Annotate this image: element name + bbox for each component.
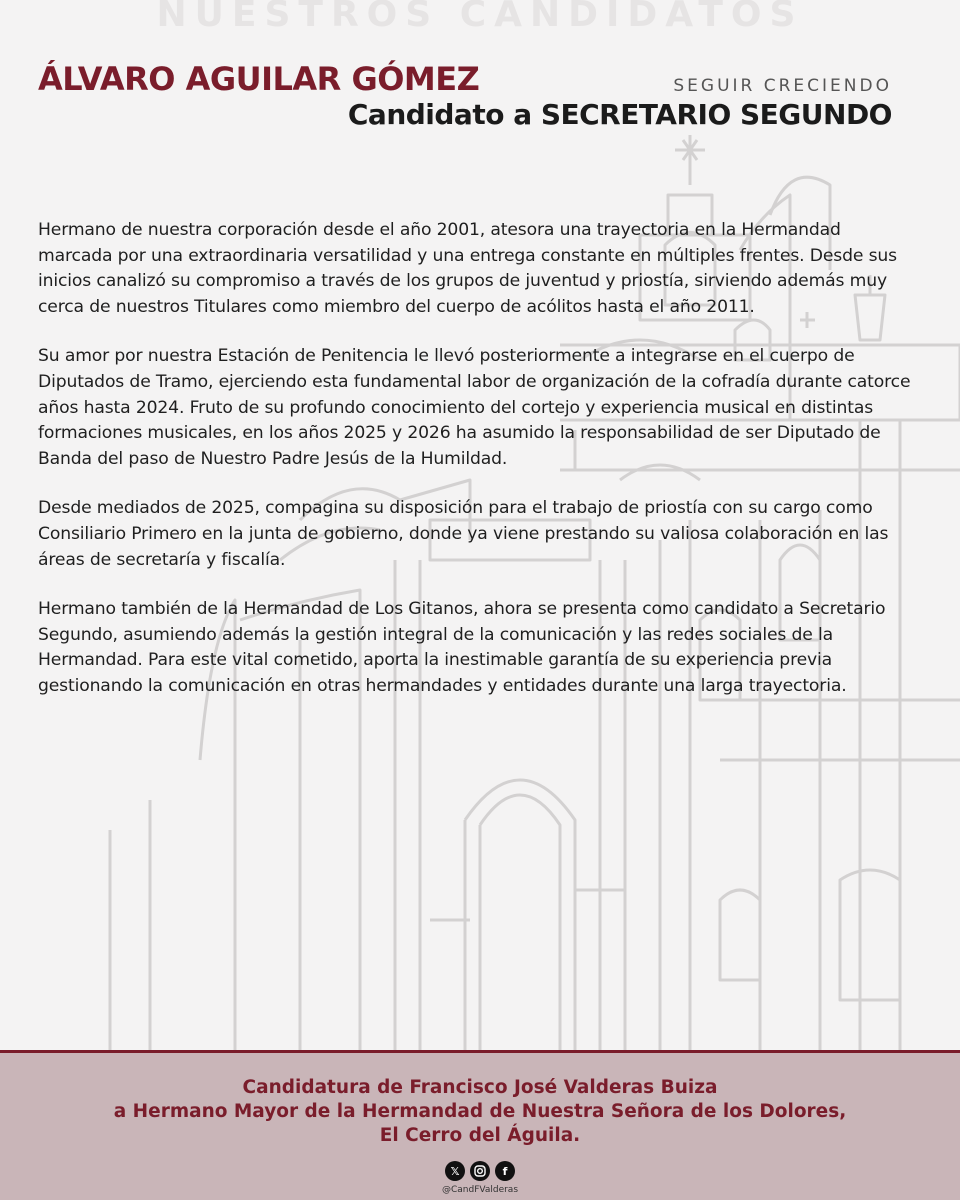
social-handle[interactable]: @CandFValderas bbox=[441, 1185, 519, 1195]
campaign-slogan: SEGUIR CRECIENDO bbox=[673, 76, 892, 96]
candidate-role: Candidato a SECRETARIO SEGUNDO bbox=[347, 98, 892, 131]
social-icons bbox=[0, 1161, 960, 1181]
footer-line: a Hermano Mayor de la Hermandad de Nuestra Señora de los Dolores, bbox=[113, 1101, 847, 1122]
instagram-icon[interactable] bbox=[470, 1161, 490, 1181]
facebook-icon[interactable]: f bbox=[495, 1161, 515, 1181]
candidate-name: ÁLVARO AGUILAR GÓMEZ bbox=[38, 60, 480, 98]
footer-line: Candidatura de Francisco José Valderas Buiza bbox=[242, 1077, 718, 1098]
bio-paragraph: Hermano también de la Hermandad de Los Gitanos, ahora se presenta como candidato a Secretario Segundo, asumiendo además la gestión integral de la comunicación y las redes sociales de la Hermandad. Para este vital cometido, aporta la inestimable garantía de su experiencia previa gestionando la comunicación en otras hermandades y entidades durante una larga trayectoria. bbox=[38, 599, 886, 696]
candidate-biography bbox=[38, 218, 918, 724]
footer-line: El Cerro del Águila. bbox=[379, 1125, 581, 1146]
bio-paragraph: Desde mediados de 2025, compagina su disposición para el trabajo de priostía con su cargo como Consiliario Primero en la junta de gobierno, donde ya viene prestando su valiosa colaboración en las áreas de secretaría y fiscalía. bbox=[38, 498, 889, 570]
footer-banner bbox=[0, 1050, 960, 1200]
footer-candidacy-text bbox=[0, 1076, 960, 1148]
bio-paragraph: Su amor por nuestra Estación de Penitencia le llevó posteriormente a integrarse en el cuerpo de Diputados de Tramo, ejerciendo esta fundamental labor de organización de la cofradía durante catorce años hasta 2024. Fruto de su profundo conocimiento del cortejo y experiencia musical en distintas formaciones musicales, en los años 2025 y 2026 ha asumido la responsabilidad de ser Diputado de Banda del paso de Nuestro Padre Jesús de la Humildad. bbox=[38, 346, 911, 469]
x-icon[interactable]: 𝕏 bbox=[445, 1161, 465, 1181]
section-title-watermark: NUESTROS CANDIDATOS bbox=[156, 0, 804, 35]
bio-paragraph: Hermano de nuestra corporación desde el año 2001, atesora una trayectoria en la Hermandad marcada por una extraordinaria versatilidad y una entrega constante en múltiples frentes. Desde sus inicios canalizó su compromiso a través de los grupos de juventud y priostía, sirviendo además muy cerca de nuestros Titulares como miembro del cuerpo de acólitos hasta el año 2011. bbox=[38, 220, 897, 317]
